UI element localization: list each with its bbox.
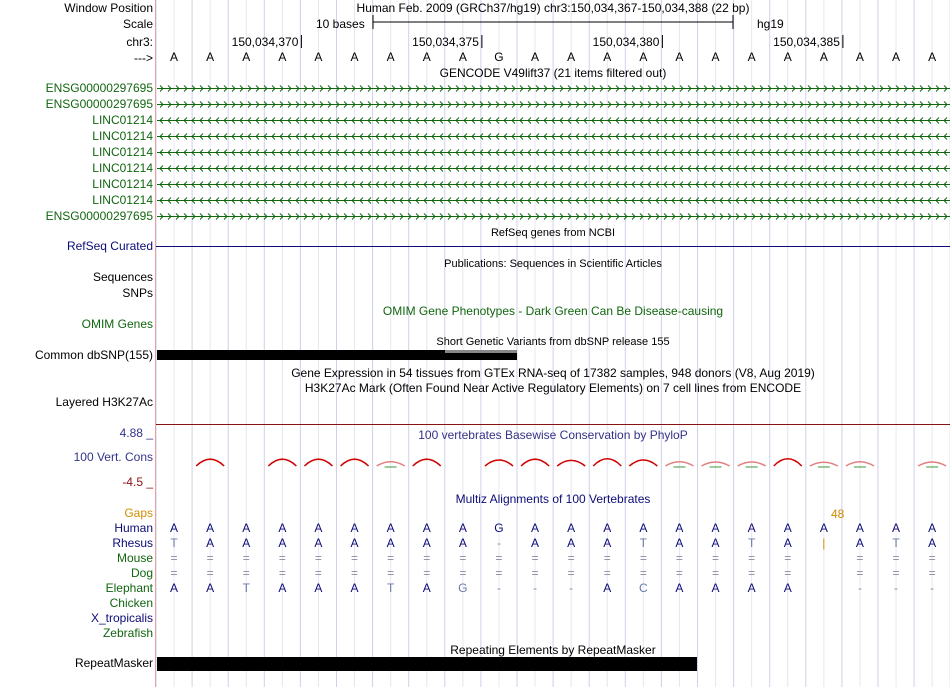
- dbsnp-label[interactable]: Common dbSNP(155): [34, 348, 153, 362]
- snps-label[interactable]: SNPs: [122, 286, 153, 300]
- alignment-base: A: [350, 581, 359, 595]
- base-letter: A: [458, 50, 467, 64]
- gencode-item-label[interactable]: ENSG00000297695: [45, 97, 153, 111]
- alignment-base: A: [350, 536, 359, 550]
- base-letter: A: [892, 50, 901, 64]
- h3k27ac-label[interactable]: Layered H3K27Ac: [55, 395, 153, 409]
- alignment-base: A: [928, 521, 937, 535]
- alignment-base: A: [603, 536, 612, 550]
- alignment-base: A: [711, 521, 720, 535]
- alignment-base: T: [747, 536, 756, 550]
- base-letter: A: [422, 50, 431, 64]
- alignment-base: =: [423, 566, 431, 580]
- alignment-base: A: [314, 581, 323, 595]
- alignment-base: =: [748, 551, 756, 565]
- alignment-base: =: [206, 551, 214, 565]
- omim-label[interactable]: OMIM Genes: [81, 317, 153, 331]
- phylop-label[interactable]: 100 Vert. Cons: [73, 450, 153, 464]
- gencode-tracks: [157, 86, 950, 220]
- gencode-item-label[interactable]: LINC01214: [92, 161, 153, 175]
- gencode-item-label[interactable]: LINC01214: [92, 113, 153, 127]
- h3k27ac-title: H3K27Ac Mark (Often Found Near Active Regulatory Elements) on 7 cell lines from ENCODE: [304, 381, 802, 395]
- alignment-base: G: [494, 521, 504, 535]
- species-label[interactable]: Dog: [130, 566, 153, 580]
- alignment-base: =: [567, 566, 575, 580]
- alignment-base: =: [206, 566, 214, 580]
- refseq-title: RefSeq genes from NCBI: [490, 227, 616, 239]
- alignment-base: =: [531, 551, 539, 565]
- alignment-base: =: [170, 566, 178, 580]
- alignment-base: =: [495, 551, 503, 565]
- scale-label: Scale: [122, 17, 153, 31]
- base-letter: A: [170, 50, 179, 64]
- alignment-base: A: [386, 536, 395, 550]
- gencode-item-label[interactable]: LINC01214: [92, 193, 153, 207]
- alignment-base: A: [819, 521, 828, 535]
- alignment-base: T: [386, 581, 395, 595]
- base-letter: G: [494, 50, 504, 64]
- species-label[interactable]: Zebrafish: [102, 626, 153, 640]
- base-letter: A: [675, 50, 684, 64]
- alignment-base: =: [531, 566, 539, 580]
- repeatmasker-label[interactable]: RepeatMasker: [74, 656, 153, 670]
- alignment-base: =: [603, 551, 611, 565]
- alignment-base: =: [928, 551, 936, 565]
- alignment-base: =: [603, 566, 611, 580]
- position-ruler: [301, 35, 843, 48]
- alignment-base: A: [206, 521, 215, 535]
- alignment-base: =: [423, 551, 431, 565]
- alignment-base: A: [603, 581, 612, 595]
- alignment-base: =: [459, 551, 467, 565]
- alignment-base: =: [748, 566, 756, 580]
- alignment-base: =: [351, 551, 359, 565]
- dbsnp-highlight: [445, 350, 517, 353]
- alignment-base: C: [639, 581, 648, 595]
- refseq-label[interactable]: RefSeq Curated: [66, 239, 153, 253]
- alignment-base: A: [458, 521, 467, 535]
- alignment-base: A: [711, 536, 720, 550]
- alignment-base: =: [784, 551, 792, 565]
- gencode-item-label[interactable]: ENSG00000297695: [45, 209, 153, 223]
- alignment-base: A: [855, 536, 864, 550]
- species-label[interactable]: Mouse: [116, 551, 153, 565]
- alignment-base: T: [170, 536, 178, 550]
- alignment-base: -: [533, 581, 538, 595]
- alignment-base: A: [170, 581, 179, 595]
- chrom-label: chr3:: [126, 35, 153, 49]
- alignment-base: A: [278, 521, 287, 535]
- base-letter: A: [711, 50, 720, 64]
- alignment-base: A: [314, 521, 323, 535]
- window-position-label: Window Position: [64, 1, 153, 15]
- alignment-base: =: [639, 551, 647, 565]
- alignment-base: =: [892, 551, 900, 565]
- species-label[interactable]: Chicken: [109, 596, 153, 610]
- alignment-base: =: [784, 566, 792, 580]
- alignment-base: A: [675, 536, 684, 550]
- alignment-base: T: [242, 581, 250, 595]
- base-letter: A: [531, 50, 540, 64]
- alignment-base: =: [387, 566, 395, 580]
- alignment-base: =: [856, 551, 864, 565]
- base-letter: A: [855, 50, 864, 64]
- alignment-base: =: [639, 566, 647, 580]
- alignment-base: =: [278, 566, 286, 580]
- alignment-base: =: [278, 551, 286, 565]
- gtex-title: Gene Expression in 54 tissues from GTEx RNA-seq of 17382 samples, 948 donors (V8, Aug 2019): [291, 366, 815, 380]
- assembly-position: Human Feb. 2009 (GRCh37/hg19) chr3:150,034,367-150,034,388 (22 bp): [356, 1, 750, 15]
- phylop-ymax: 4.88 _: [119, 426, 153, 440]
- base-letter: A: [242, 50, 251, 64]
- alignment-base: -: [569, 581, 574, 595]
- alignment-base: A: [422, 581, 431, 595]
- ruler-tick-label: 150,034,380: [592, 35, 660, 49]
- scale-text: 10 bases: [316, 17, 365, 31]
- alignment-base: A: [567, 536, 576, 550]
- base-letter: A: [819, 50, 828, 64]
- base-letter: A: [350, 50, 359, 64]
- alignment-base: A: [278, 536, 287, 550]
- gencode-item-label[interactable]: LINC01214: [92, 145, 153, 159]
- alignment-base: A: [892, 521, 901, 535]
- alignment-base: A: [386, 521, 395, 535]
- alignment-base: A: [603, 521, 612, 535]
- base-letter: A: [639, 50, 648, 64]
- alignment-base: A: [422, 536, 431, 550]
- base-letter: A: [278, 50, 287, 64]
- dbsnp-title: Short Genetic Variants from dbSNP release 155: [436, 336, 670, 348]
- alignment-base: =: [351, 566, 359, 580]
- alignment-base: -: [496, 581, 501, 595]
- alignment-base: A: [242, 536, 251, 550]
- gencode-title: GENCODE V49lift37 (21 items filtered out): [439, 66, 667, 80]
- alignment-base: -: [930, 581, 935, 595]
- alignment-base: A: [928, 536, 937, 550]
- base-letter: A: [747, 50, 756, 64]
- alignment-base: A: [206, 581, 215, 595]
- ruler-tick-label: 150,034,370: [231, 35, 299, 49]
- species-label[interactable]: Elephant: [105, 581, 153, 595]
- alignment-base: =: [314, 566, 322, 580]
- phylop-title: 100 vertebrates Basewise Conservation by PhyloP: [418, 428, 688, 442]
- species-label[interactable]: X_tropicalis: [90, 611, 153, 625]
- alignment-base: =: [459, 566, 467, 580]
- multiz-title: Multiz Alignments of 100 Vertebrates: [455, 492, 651, 506]
- alignment-base: =: [892, 566, 900, 580]
- alignment-base: A: [350, 521, 359, 535]
- alignment-base: =: [675, 551, 683, 565]
- alignment-base: A: [567, 521, 576, 535]
- gaps-value: 48: [831, 507, 845, 521]
- alignment-base: A: [855, 521, 864, 535]
- base-letter: A: [206, 50, 215, 64]
- ruler-tick-label: 150,034,375: [412, 35, 479, 49]
- alignment-base: A: [458, 536, 467, 550]
- strand-label: --->: [134, 51, 153, 65]
- alignment-base: =: [712, 566, 720, 580]
- repeatmasker-title: Repeating Elements by RepeatMasker: [450, 643, 656, 657]
- alignment-base: =: [856, 566, 864, 580]
- base-letter: A: [603, 50, 612, 64]
- species-label[interactable]: Rhesus: [112, 536, 153, 550]
- alignment-base: T: [892, 536, 900, 550]
- gaps-label: Gaps: [124, 506, 153, 520]
- alignment-base: -: [496, 536, 501, 550]
- alignment-base: =: [242, 551, 250, 565]
- alignment-base: A: [206, 536, 215, 550]
- gencode-item-label[interactable]: ENSG00000297695: [45, 81, 153, 95]
- alignment-base: -: [857, 581, 862, 595]
- alignment-base: A: [711, 581, 720, 595]
- phylop-ymin: -4.5 _: [122, 475, 153, 489]
- alignment-base: T: [639, 536, 648, 550]
- repeatmasker-bar: [157, 657, 697, 671]
- alignment-base: A: [531, 521, 540, 535]
- base-letter: A: [314, 50, 323, 64]
- species-label[interactable]: Human: [114, 521, 153, 535]
- ruler-tick-label: 150,034,385: [773, 35, 840, 49]
- alignment-base: =: [675, 566, 683, 580]
- alignment-base: =: [495, 566, 503, 580]
- alignment-base: =: [567, 551, 575, 565]
- alignment-base: =: [170, 551, 178, 565]
- alignment-base: A: [675, 581, 684, 595]
- alignment-base: A: [747, 581, 756, 595]
- alignment-base: G: [458, 581, 468, 595]
- alignment-base: A: [531, 536, 540, 550]
- base-letter: A: [386, 50, 395, 64]
- base-letter: A: [928, 50, 937, 64]
- alignment-base: =: [387, 551, 395, 565]
- alignment-base: A: [747, 521, 756, 535]
- alignment-base: -: [894, 581, 899, 595]
- alignment-base: |: [822, 536, 826, 550]
- alignment-base: A: [675, 521, 684, 535]
- gencode-item-label[interactable]: LINC01214: [92, 129, 153, 143]
- publications-title: Publications: Sequences in Scientific Articles: [444, 258, 662, 270]
- alignment-base: A: [783, 521, 792, 535]
- alignment-base: A: [783, 581, 792, 595]
- alignment-base: =: [242, 566, 250, 580]
- alignment-base: A: [170, 521, 179, 535]
- alignment-base: =: [712, 551, 720, 565]
- alignment-base: A: [314, 536, 323, 550]
- alignment-base: A: [278, 581, 287, 595]
- alignment-base: A: [242, 521, 251, 535]
- alignment-base: =: [928, 566, 936, 580]
- omim-title: OMIM Gene Phenotypes - Dark Green Can Be Disease-causing: [382, 304, 724, 318]
- alignment-base: =: [314, 551, 322, 565]
- sequences-label[interactable]: Sequences: [92, 270, 153, 284]
- base-letter: A: [783, 50, 792, 64]
- alignment-base: A: [422, 521, 431, 535]
- alignment-base: A: [783, 536, 792, 550]
- gencode-item-label[interactable]: LINC01214: [92, 177, 153, 191]
- alignment-base: A: [639, 521, 648, 535]
- db-label: hg19: [757, 17, 784, 31]
- base-letter: A: [567, 50, 576, 64]
